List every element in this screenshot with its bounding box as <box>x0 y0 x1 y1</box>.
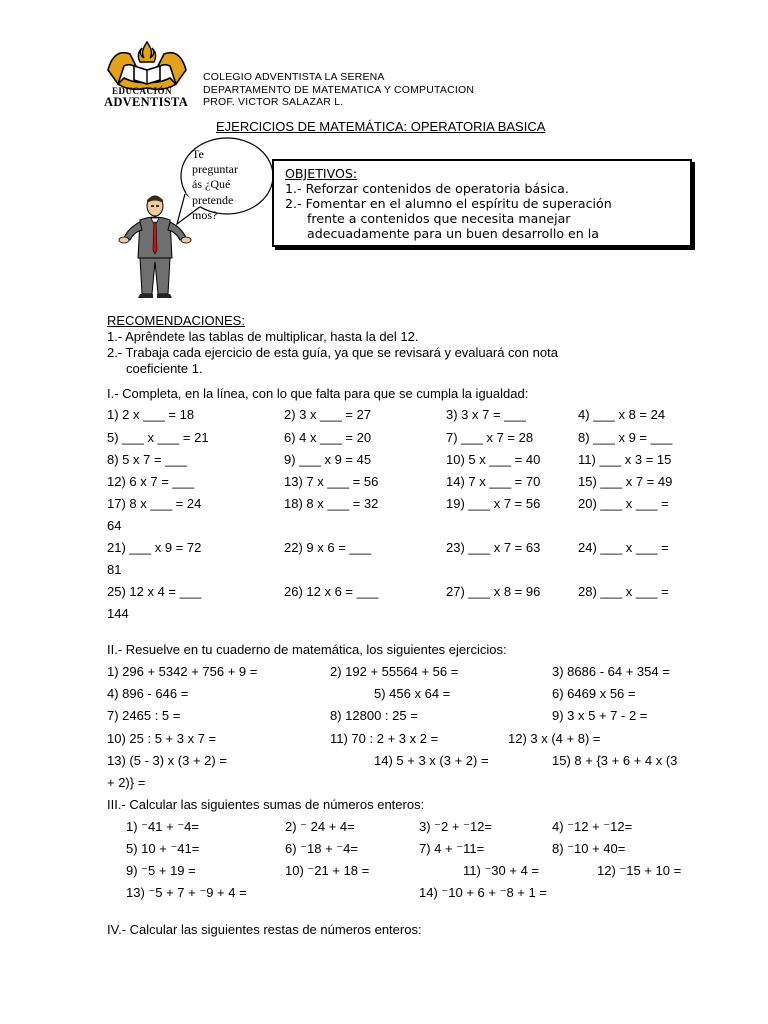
exercise-item: 27) ___ x 8 = 96 <box>446 584 541 599</box>
school-logo <box>104 40 190 110</box>
recommendations <box>107 313 558 377</box>
logo-text-bottom: ADVENTISTA <box>104 95 189 109</box>
exercise-item: 13) (5 - 3) x (3 + 2) = <box>107 753 227 768</box>
exercise-item: 21) ___ x 9 = 72 <box>107 540 202 555</box>
objective-item: 1.- Reforzar contenidos de operatoria básica. <box>285 181 569 196</box>
recommendation-item: coeficiente 1. <box>126 361 203 376</box>
recommendation-item: 1.- Aprêndete las tablas de multiplicar, hasta la del 12. <box>107 329 419 344</box>
exercise-item: 15) ___ x 7 = 49 <box>578 474 673 489</box>
exercise-item: 18) 8 x ___ = 32 <box>284 496 379 511</box>
exercise-item: 14) ⁻10 + 6 + ⁻8 + 1 = <box>419 885 547 900</box>
section-3-heading: III.- Calcular las siguientes sumas de números enteros: <box>107 797 425 812</box>
objectives-box <box>272 159 692 247</box>
exercise-item-wrap: 81 <box>107 562 122 577</box>
exercise-item-wrap: 64 <box>107 518 122 533</box>
exercise-item: 15) 8 + {3 + 6 + 4 x (3 <box>552 753 678 768</box>
exercise-item: 5) 456 x 64 = <box>374 686 451 701</box>
school-name: COLEGIO ADVENTISTA LA SERENA <box>203 71 385 83</box>
teacher-name: PROF. VICTOR SALAZAR L. <box>203 96 344 108</box>
exercise-item: 11) 70 : 2 + 3 x 2 = <box>330 731 439 746</box>
exercise-item: 12) ⁻15 + 10 = <box>597 863 682 878</box>
logo-text-top: EDUCACIÓN <box>112 86 173 96</box>
exercise-item: 4) ___ x 8 = 24 <box>578 407 666 422</box>
exercise-item: 26) 12 x 6 = ___ <box>284 584 379 599</box>
exercise-item: 3) 3 x 7 = ___ <box>446 407 526 422</box>
section-1-heading: I.- Completa, en la línea, con lo que falta para que se cumpla la igualdad: <box>107 386 529 401</box>
exercise-item: 6) 4 x ___ = 20 <box>284 430 372 445</box>
exercise-item: 17) 8 x ___ = 24 <box>107 496 202 511</box>
exercise-item: 8) 12800 : 25 = <box>330 708 418 723</box>
exercise-item: 11) ⁻30 + 4 = <box>463 863 540 878</box>
recommendations-heading: RECOMENDACIONES: <box>107 313 245 328</box>
exercise-item: 5) ___ x ___ = 21 <box>107 430 209 445</box>
exercise-item: 10) 5 x ___ = 40 <box>446 452 541 467</box>
exercise-item: 23) ___ x 7 = 63 <box>446 540 541 555</box>
exercise-item: 1) 2 x ___ = 18 <box>107 407 195 422</box>
exercise-item: 14) 5 + 3 x (3 + 2) = <box>374 753 489 768</box>
objectives-heading: OBJETIVOS: <box>285 166 358 181</box>
exercise-item: 7) 2465 : 5 = <box>107 708 181 723</box>
exercise-item: 9) ___ x 9 = 45 <box>284 452 372 467</box>
recommendation-item: 2.- Trabaja cada ejercicio de esta guía, ya que se revisará y evaluará con nota <box>107 345 558 360</box>
exercise-item: 9) 3 x 5 + 7 - 2 = <box>552 708 648 723</box>
exercise-item: 28) ___ x ___ = <box>578 584 669 599</box>
exercise-item: 7) ___ x 7 = 28 <box>446 430 534 445</box>
exercise-item: 2) ⁻ 24 + 4= <box>285 819 355 834</box>
page-title: EJERCICIOS DE MATEMÁTICA: OPERATORIA BASICA <box>216 119 546 134</box>
exercise-item: 8) ⁻10 + 40= <box>552 841 626 856</box>
exercise-item: 5) 10 + ⁻41= <box>126 841 200 856</box>
exercise-item: 6) ⁻18 + ⁻4= <box>285 841 358 856</box>
exercise-item: 1) 296 + 5342 + 756 + 9 = <box>107 664 258 679</box>
exercise-item: 1) ⁻41 + ⁻4= <box>126 819 199 834</box>
exercise-item: 12) 6 x 7 = ___ <box>107 474 195 489</box>
exercise-item: 13) ⁻5 + 7 + ⁻9 + 4 = <box>126 885 247 900</box>
speech-bubble-text: Te preguntar ás ¿Qué pretende mos? <box>192 147 238 222</box>
exercise-item-wrap: + 2)} = <box>107 775 146 790</box>
department-name: DEPARTAMENTO DE MATEMATICA Y COMPUTACION <box>203 83 475 96</box>
exercise-item: 3) 8686 - 64 + 354 = <box>552 664 670 679</box>
objective-item: adecuadamente para un buen desarrollo en la <box>307 226 600 241</box>
objective-item: frente a contenidos que necesita manejar <box>307 211 571 226</box>
exercise-item: 2) 3 x ___ = 27 <box>284 407 372 422</box>
exercise-item: 4) ⁻12 + ⁻12= <box>552 819 633 834</box>
exercise-item: 11) ___ x 3 = 15 <box>578 452 672 467</box>
exercise-item: 3) ⁻2 + ⁻12= <box>419 819 492 834</box>
exercise-item: 12) 3 x (4 + 8) = <box>508 731 601 746</box>
exercise-item: 6) 6469 x 56 = <box>552 686 636 701</box>
section-2-heading: II.- Resuelve en tu cuaderno de matemática, los siguientes ejercicios: <box>107 642 507 657</box>
exercise-item: 7) 4 + ⁻11= <box>419 841 485 856</box>
exercise-item: 2) 192 + 55564 + 56 = <box>330 664 459 679</box>
exercise-item: 14) 7 x ___ = 70 <box>446 474 541 489</box>
exercise-item: 24) ___ x ___ = <box>578 540 669 555</box>
exercise-item: 4) 896 - 646 = <box>107 686 189 701</box>
exercise-item: 9) ⁻5 + 19 = <box>126 863 196 878</box>
shrugging-man-icon <box>118 192 192 300</box>
exercise-item-wrap: 144 <box>107 606 129 621</box>
exercise-item: 8) ___ x 9 = ___ <box>578 430 673 445</box>
exercise-item: 10) ⁻21 + 18 = <box>285 863 370 878</box>
exercise-item: 22) 9 x 6 = ___ <box>284 540 372 555</box>
exercise-item: 10) 25 : 5 + 3 x 7 = <box>107 731 217 746</box>
exercise-item: 8) 5 x 7 = ___ <box>107 452 187 467</box>
section-4-heading: IV.- Calcular las siguientes restas de números enteros: <box>107 922 422 937</box>
objective-item: 2.- Fomentar en el alumno el espíritu de superación <box>285 196 612 211</box>
exercise-item: 19) ___ x 7 = 56 <box>446 496 541 511</box>
school-header <box>203 71 474 109</box>
exercise-item: 13) 7 x ___ = 56 <box>284 474 379 489</box>
exercise-item: 20) ___ x ___ = <box>578 496 669 511</box>
exercise-item: 25) 12 x 4 = ___ <box>107 584 202 599</box>
